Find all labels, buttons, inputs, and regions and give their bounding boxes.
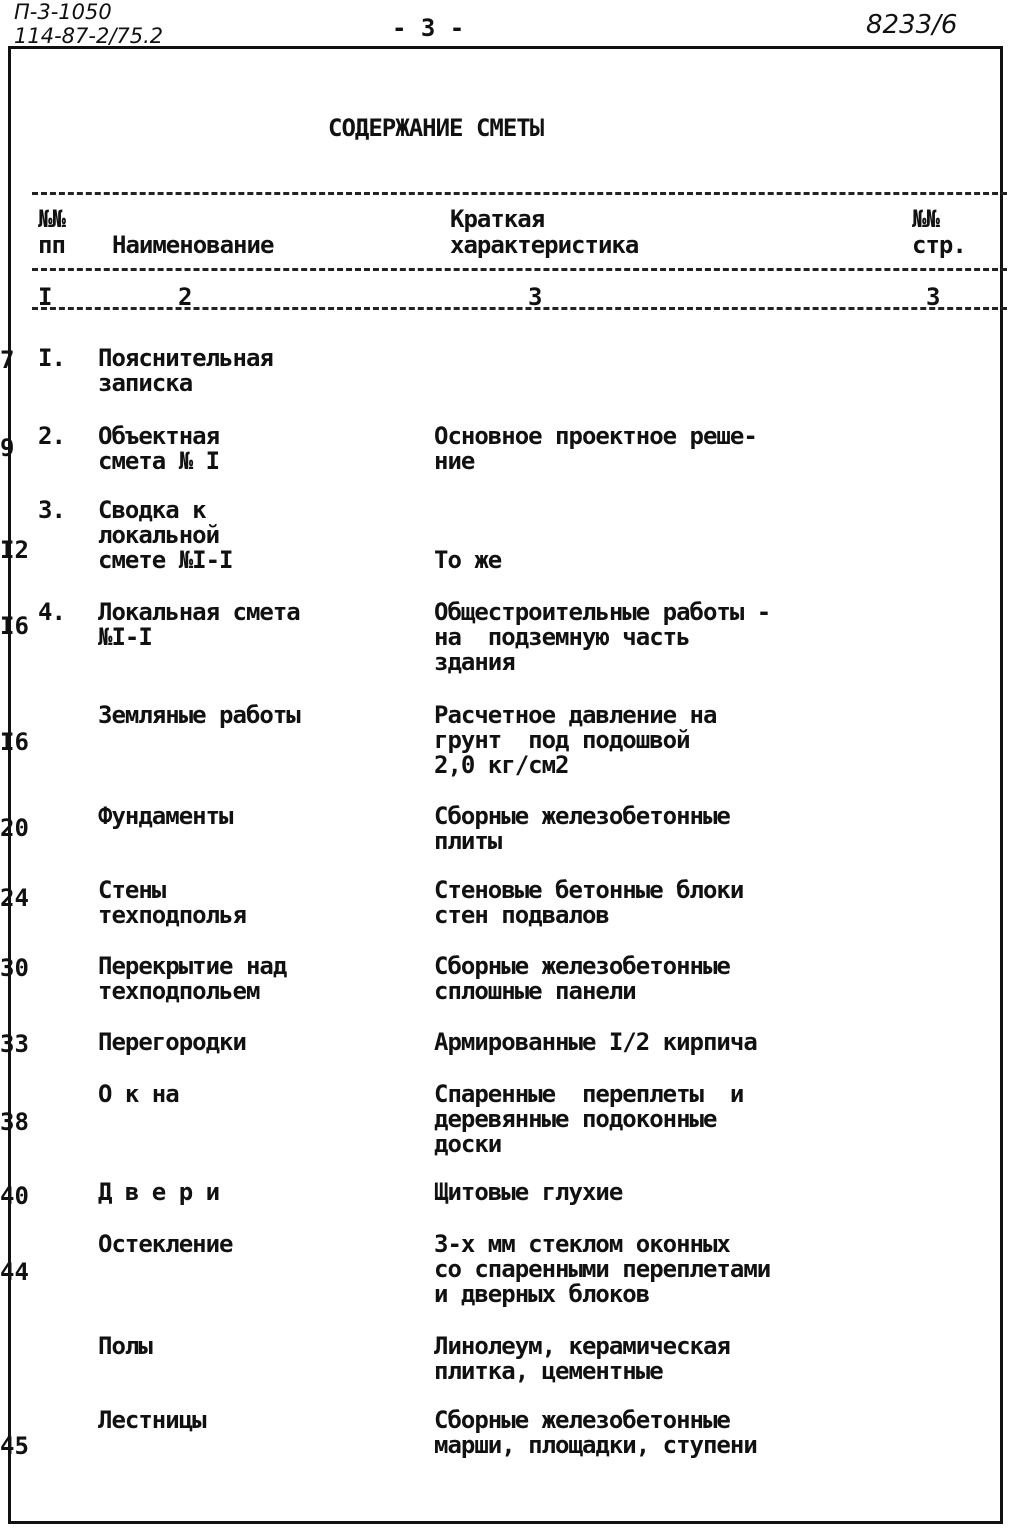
row-name: Д в е р и [98, 1178, 220, 1206]
colnum-1: I [38, 283, 52, 311]
row-page: I6 [0, 612, 29, 640]
row-description: Сборные железобетонные плиты [434, 802, 730, 855]
row-number: 3. [38, 496, 65, 524]
header-desc: Краткая характеристика [450, 205, 639, 259]
row-description: Линолеум, керамическая плитка, цементные [434, 1332, 730, 1385]
row-name: Земляные работы [98, 701, 300, 729]
row-description: Общестроительные работы - на подземную часть здания [434, 598, 771, 676]
stamp-code-2: 114-87-2/75.2 [14, 24, 164, 48]
row-page: 45 [0, 1432, 29, 1460]
row-description: Сборные железобетонные марши, площадки, ступени [434, 1406, 757, 1459]
table-top-rule [32, 192, 1007, 195]
row-name: Сводка к локальной смете №I-I [98, 496, 233, 574]
header-page: №№ стр. [912, 205, 966, 259]
row-description: То же [434, 546, 502, 574]
row-page: 7 [0, 346, 15, 374]
page-number: - 3 - [392, 14, 465, 42]
page-title: СОДЕРЖАНИЕ СМЕТЫ [328, 114, 544, 142]
row-number: I. [38, 344, 65, 372]
row-number: 4. [38, 598, 65, 626]
document-number: 8233/6 [866, 10, 958, 40]
colnum-rule [32, 307, 1007, 310]
row-description: Стеновые бетонные блоки стен подвалов [434, 876, 744, 929]
stamp-code-1: П-3-1050 [14, 0, 112, 24]
row-page: 30 [0, 954, 29, 982]
row-page: 24 [0, 884, 29, 912]
row-name: Фундаменты [98, 802, 233, 830]
row-name: Полы [98, 1332, 152, 1360]
row-name: Пояснительная записка [98, 344, 273, 397]
row-name: Локальная смета №I-I [98, 598, 300, 651]
row-name: Лестницы [98, 1406, 206, 1434]
row-name: Стены техподполья [98, 876, 246, 929]
row-description: Основное проектное реше- ние [434, 422, 757, 475]
row-name: Объектная смета № I [98, 422, 220, 475]
row-name: Перегородки [98, 1028, 246, 1056]
row-page: 9 [0, 434, 15, 462]
row-number: 2. [38, 422, 65, 450]
row-description: Армированные I/2 кирпича [434, 1028, 757, 1056]
header-bottom-rule [32, 268, 1007, 271]
colnum-2: 2 [178, 283, 192, 311]
row-description: Расчетное давление на грунт под подошвой 2,0 кг/см2 [434, 701, 717, 779]
row-name: Перекрытие над техподпольем [98, 952, 287, 1005]
row-description: 3-х мм стеклом оконных со спаренными переплетами и дверных блоков [434, 1230, 771, 1308]
header-num: №№ пп [38, 205, 65, 259]
row-description: Спаренные переплеты и деревянные подоконные доски [434, 1080, 744, 1158]
row-page: 38 [0, 1108, 29, 1136]
row-page: I6 [0, 728, 29, 756]
row-name: Остекление [98, 1230, 233, 1258]
header-name: Наименование [112, 231, 274, 259]
row-page: 44 [0, 1258, 29, 1286]
colnum-4: 3 [926, 283, 940, 311]
row-page: 20 [0, 814, 29, 842]
row-page: I2 [0, 536, 29, 564]
row-name: О к на [98, 1080, 179, 1108]
colnum-3: 3 [528, 283, 542, 311]
row-description: Щитовые глухие [434, 1178, 623, 1206]
row-page: 33 [0, 1030, 29, 1058]
row-page: 40 [0, 1182, 29, 1210]
row-description: Сборные железобетонные сплошные панели [434, 952, 730, 1005]
